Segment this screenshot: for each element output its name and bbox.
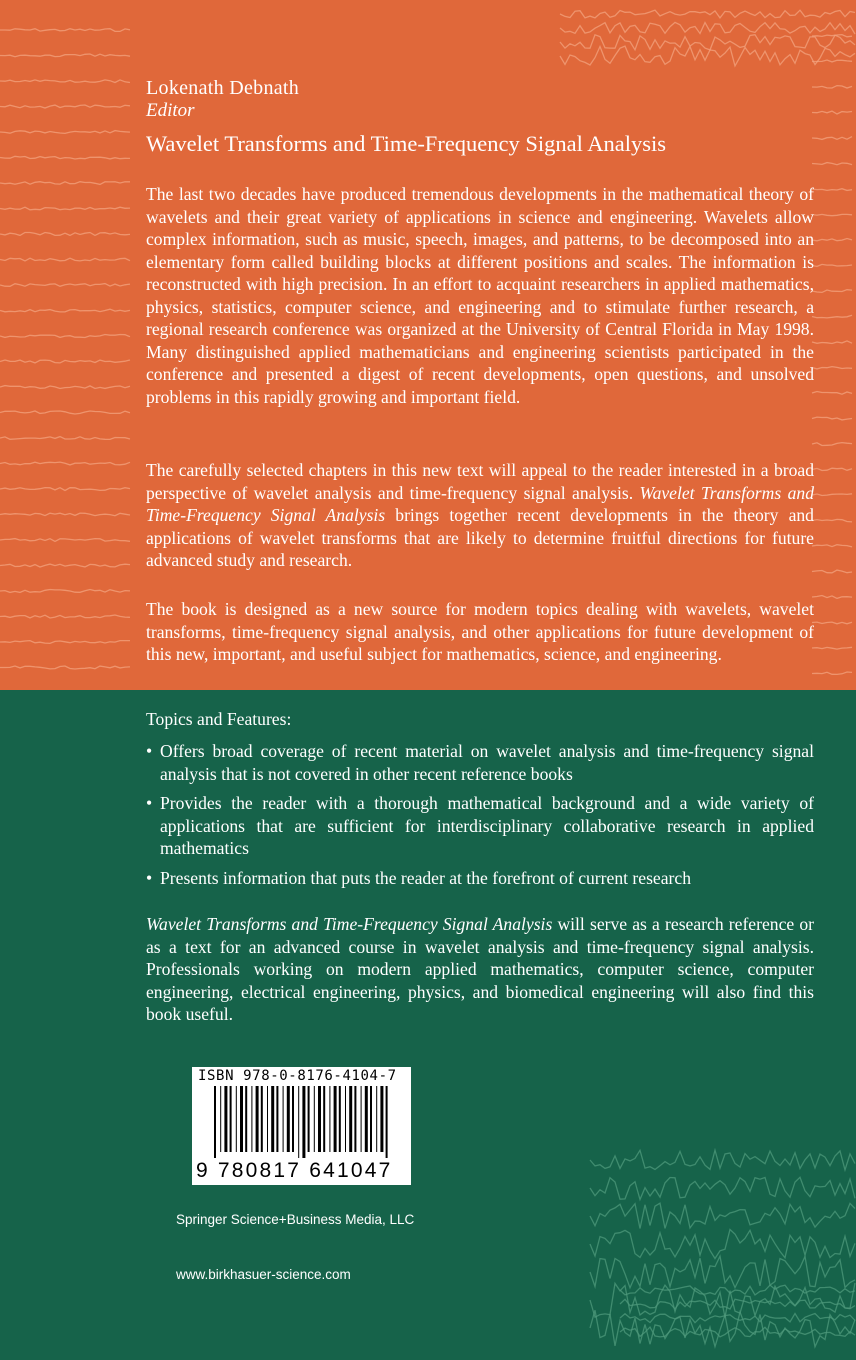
- bullet-icon: •: [146, 867, 153, 888]
- barcode-bar: [298, 1086, 299, 1158]
- barcode-bar: [370, 1086, 372, 1152]
- barcode-bar: [220, 1086, 221, 1152]
- waveform-line: [812, 468, 852, 470]
- barcode-bar: [308, 1086, 310, 1152]
- isbn-number: ISBN 978-0-8176-4104-7: [198, 1068, 397, 1084]
- barcode-bar: [361, 1086, 362, 1152]
- barcode-bar: [261, 1086, 263, 1152]
- waveform-line: [812, 545, 852, 547]
- waveform-line: [0, 564, 130, 567]
- waveform-line: [0, 335, 130, 338]
- waveform-line: [590, 1256, 855, 1288]
- editor-role: Editor: [146, 100, 195, 121]
- waveform-line: [812, 367, 852, 369]
- waveform-line: [0, 131, 130, 134]
- waveform-line: [0, 284, 130, 287]
- waveform-line: [0, 29, 130, 32]
- waveform-line: [812, 494, 852, 496]
- waveform-line: [0, 207, 130, 210]
- waveform-line: [0, 386, 130, 389]
- barcode-bar: [314, 1086, 315, 1152]
- waveform-line: [0, 258, 130, 261]
- waveform-line: [590, 1203, 855, 1228]
- waveform-line: [590, 1177, 855, 1199]
- barcode-bar: [267, 1086, 268, 1152]
- waveform-line: [812, 341, 852, 344]
- paragraph-2-book-title: Wavelet Transforms and Time-Frequency Signal Analysis: [146, 482, 814, 525]
- barcode-digits: 9 780817 641047: [196, 1159, 393, 1182]
- waveform-line: [560, 35, 855, 50]
- waveform-line: [812, 647, 852, 649]
- barcode-bar: [236, 1086, 237, 1152]
- barcode-bar: [240, 1086, 243, 1152]
- waveform-line: [812, 86, 852, 88]
- topics-heading: Topics and Features:: [146, 709, 292, 729]
- description-paragraph-2: [146, 459, 814, 572]
- barcode-bar: [339, 1086, 341, 1152]
- barcode-bar: [349, 1086, 352, 1152]
- barcode-bar: [329, 1086, 330, 1152]
- waveform-line: [0, 360, 130, 363]
- waveform-line: [812, 443, 852, 446]
- barcode-bar: [386, 1086, 388, 1158]
- waveform-line: [812, 672, 852, 674]
- waveform-line: [0, 513, 130, 516]
- book-title: Wavelet Transforms and Time-Frequency Signal Analysis: [146, 131, 667, 156]
- waveform-line: [812, 111, 852, 114]
- waveform-line: [812, 35, 852, 37]
- editor-name: Lokenath Debnath: [146, 77, 300, 99]
- barcode-bar: [345, 1086, 346, 1152]
- waveform-line: [812, 137, 852, 140]
- bullet-icon: •: [146, 741, 153, 761]
- waveform-line: [0, 156, 130, 159]
- waveform-line: [0, 233, 130, 236]
- waveform-line: [0, 105, 130, 108]
- waveform-line: [0, 80, 130, 83]
- waveform-line: [812, 596, 852, 599]
- feature-item: [146, 867, 814, 890]
- waveform-line: [590, 1150, 855, 1170]
- barcode-bars: [214, 1086, 389, 1158]
- waveform-line: [812, 239, 852, 241]
- waveform-line: [0, 590, 130, 593]
- description-paragraph-1: The last two decades have produced tremendous developments in the mathematical theory of wavelets and their great variety of applications in science and engineering. Wavelets allow complex information, such as music, speech, images, and patterns, to be decomposed into an elementary form called building blocks at different positions and scales. The information is reconstructed with high precision. In an effort to acquaint researchers in applied mathematics, physics, statistics, computer science, and engineering and to stimulate further research, a regional research conference was organized at the University of Central Florida in May 1998. Many distinguished applied mathematicians and engineering scientists participated in the conference and presented a digest of recent developments, open questions, and unsolved problems in this rapidly growing and important field.: [146, 184, 814, 407]
- barcode-bar: [380, 1086, 383, 1152]
- feature-item: [146, 740, 814, 785]
- barcode-bar: [230, 1086, 232, 1152]
- waveform-line: [812, 392, 852, 395]
- waveform-line: [0, 309, 130, 312]
- waveform-line: [0, 437, 130, 440]
- waveform-line: [812, 264, 852, 266]
- waveform-line: [620, 1299, 855, 1309]
- waveform-line: [620, 1285, 855, 1295]
- barcode-bar: [323, 1086, 325, 1152]
- waveform-line: [590, 1230, 855, 1259]
- waveform-line: [560, 10, 855, 18]
- closing-text: will serve as a research reference or as a text for an advanced course in wavelet analysis and time-frequency signal analysis. Professionals working on modern applied mathematics, computer science, computer engineering, electrical engineering, physics, and biomedical engineering will also find this book useful.: [146, 914, 814, 1024]
- closing-book-title: Wavelet Transforms and Time-Frequency Signal Analysis: [146, 914, 553, 934]
- barcode-bar: [302, 1086, 305, 1158]
- barcode-bar: [214, 1086, 216, 1158]
- bullet-icon: •: [146, 793, 153, 813]
- barcode-bar: [287, 1086, 290, 1152]
- waveform-line: [812, 290, 852, 293]
- publisher-name: Springer Science+Business Media, LLC: [176, 1212, 415, 1227]
- barcode-bar: [292, 1086, 294, 1152]
- closing-paragraph: [146, 913, 814, 1026]
- features-list: [146, 740, 814, 896]
- waveform-line: [812, 163, 852, 165]
- barcode-bar: [224, 1086, 227, 1152]
- waveform-line: [0, 488, 130, 491]
- barcode-bar: [354, 1086, 356, 1152]
- waveform-line: [0, 411, 130, 414]
- barcode-bar: [251, 1086, 252, 1152]
- waveform-line: [0, 182, 130, 185]
- barcode-bar: [245, 1086, 247, 1152]
- barcode-bar: [283, 1086, 284, 1152]
- waveform-line: [812, 214, 852, 215]
- barcode-bar: [376, 1086, 377, 1152]
- waveform-line: [812, 189, 852, 191]
- paragraph-2-text-b: brings together recent developments in the theory and applications of wavelet transforms that are likely to determine fruitful directions for future advanced study and research.: [146, 505, 814, 570]
- feature-item: [146, 792, 814, 860]
- waveform-line: [560, 22, 855, 34]
- waveform-line: [812, 417, 852, 420]
- waveform-line: [0, 666, 130, 669]
- waveform-line: [812, 519, 852, 522]
- feature-text: Offers broad coverage of recent material on wavelet analysis and time-frequency signal analysis that is not covered in other recent reference books: [160, 741, 814, 784]
- barcode-bar: [271, 1086, 274, 1152]
- waveform-line: [0, 615, 130, 618]
- waveform-line: [0, 641, 130, 644]
- paragraph-2-text-a: The carefully selected chapters in this new text will appeal to the reader interested in a broad perspective of wavelet analysis and time-frequency signal analysis.: [146, 460, 814, 503]
- barcode-bar: [318, 1086, 321, 1152]
- barcode-bar: [256, 1086, 259, 1152]
- barcode-bar: [334, 1086, 337, 1152]
- description-paragraph-3: The book is designed as a new source for modern topics dealing with wavelets, wavelet transforms, time-frequency signal analysis, and other applications for future development of this new, important, and useful subject for mathematics, science, and engineering.: [146, 599, 814, 664]
- barcode-bar: [365, 1086, 368, 1152]
- waveform-line: [812, 315, 852, 318]
- waveform-line: [812, 622, 852, 624]
- feature-text: Presents information that puts the reader at the forefront of current research: [160, 867, 692, 888]
- waveform-line: [812, 570, 852, 573]
- barcode-bar: [276, 1086, 278, 1152]
- publisher-website: www.birkhasuer-science.com: [176, 1267, 351, 1282]
- waveform-line: [0, 539, 130, 542]
- waveform-line: [0, 54, 130, 57]
- isbn-barcode: [192, 1067, 411, 1185]
- feature-text: Provides the reader with a thorough mathematical background and a wide variety of applications that are sufficient for interdisciplinary collaborative research in applied mathematics: [160, 793, 814, 858]
- waveform-line: [0, 462, 130, 465]
